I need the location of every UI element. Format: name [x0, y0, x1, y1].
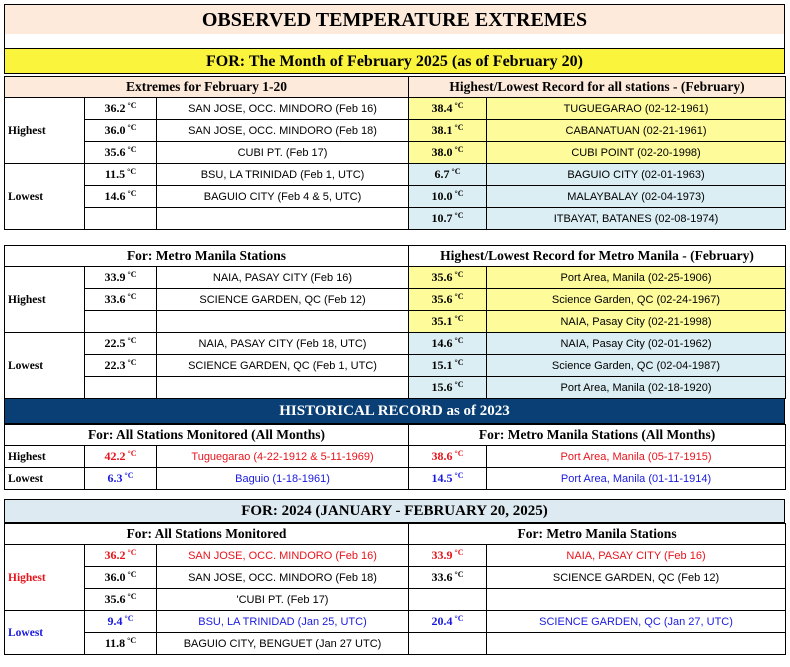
observed-value: 33.9 $^{^\circ C}$	[85, 267, 157, 289]
for-month-text: FOR: The Month of February 2025 (as of February 20)	[206, 53, 583, 70]
observed-value: 9.4 $^{^\circ C}$	[85, 611, 157, 633]
record-station: CUBI POINT (02-20-1998)	[487, 142, 786, 164]
observed-station	[157, 311, 409, 333]
observed-value: 36.0 $^{^\circ C}$	[85, 567, 157, 589]
table-row	[5, 633, 786, 655]
table-row	[5, 186, 786, 208]
observed-value: 33.6 $^{^\circ C}$	[85, 289, 157, 311]
left-section-header: For: All Stations Monitored (All Months)	[5, 425, 409, 446]
record-station: CABANATUAN (02-21-1961)	[487, 120, 786, 142]
observed-station: 'CUBI PT. (Feb 17)	[157, 589, 409, 611]
record-value: 10.0 $^{^\circ C}$	[409, 186, 487, 208]
observed-station	[157, 208, 409, 230]
observed-station: SAN JOSE, OCC. MINDORO (Feb 18)	[157, 120, 409, 142]
observed-value: 35.6 $^{^\circ C}$	[85, 589, 157, 611]
record-station: BAGUIO CITY (02-01-1963)	[487, 164, 786, 186]
record-value: 38.0 $^{^\circ C}$	[409, 142, 487, 164]
record-station: NAIA, Pasay City (02-21-1998)	[487, 311, 786, 333]
metro-record-station: Port Area, Manila (05-17-1915)	[487, 446, 786, 468]
table-row	[5, 142, 786, 164]
table-row	[5, 545, 786, 567]
metro-record-value: 14.5 $^{^\circ C}$	[409, 468, 487, 490]
left-section-header: For: Metro Manila Stations	[5, 246, 409, 267]
lowest-label: Lowest	[5, 164, 85, 230]
right-section-header: For: Metro Manila Stations	[409, 524, 786, 545]
record-value	[409, 589, 487, 611]
highest-label: Highest	[5, 267, 85, 333]
highest-label: Highest	[5, 545, 85, 611]
observed-station: BAGUIO CITY (Feb 4 & 5, UTC)	[157, 186, 409, 208]
record-station: Port Area, Manila (02-18-1920)	[487, 377, 786, 399]
table-row	[5, 333, 786, 355]
observed-station	[157, 377, 409, 399]
observed-station: NAIA, PASAY CITY (Feb 18, UTC)	[157, 333, 409, 355]
observed-station: BSU, LA TRINIDAD (Jan 25, UTC)	[157, 611, 409, 633]
observed-value	[85, 377, 157, 399]
record-value: 14.6 $^{^\circ C}$	[409, 333, 487, 355]
metro-record-station: Port Area, Manila (01-11-1914)	[487, 468, 786, 490]
record-station: TUGUEGARAO (02-12-1961)	[487, 98, 786, 120]
february-extremes-table	[4, 76, 786, 230]
record-station	[487, 633, 786, 655]
record-station: SCIENCE GARDEN, QC (Feb 12)	[487, 567, 786, 589]
record-value: 38.1 $^{^\circ C}$	[409, 120, 487, 142]
page-title: OBSERVED TEMPERATURE EXTREMES	[201, 9, 588, 31]
for-month-banner	[4, 48, 785, 74]
observed-station: SAN JOSE, OCC. MINDORO (Feb 16)	[157, 98, 409, 120]
record-station: NAIA, Pasay City (02-01-1962)	[487, 333, 786, 355]
right-section-header: Highest/Lowest Record for all stations - (February)	[409, 77, 786, 98]
highest-label: Highest	[5, 446, 85, 468]
metro-record-value: 38.6 $^{^\circ C}$	[409, 446, 487, 468]
observed-value: 22.3 $^{^\circ C}$	[85, 355, 157, 377]
observed-value	[85, 208, 157, 230]
metro-manila-table	[4, 245, 786, 399]
record-value: 20.4 $^{^\circ C}$	[409, 611, 487, 633]
table-row	[5, 208, 786, 230]
record-value: 35.6 $^{^\circ C}$	[409, 267, 487, 289]
table-row	[5, 377, 786, 399]
observed-value: 11.8 $^{^\circ C}$	[85, 633, 157, 655]
record-value: 6.7 $^{^\circ C}$	[409, 164, 487, 186]
lowest-label: Lowest	[5, 333, 85, 399]
left-section-header: For: All Stations Monitored	[5, 524, 409, 545]
observed-station: NAIA, PASAY CITY (Feb 16)	[157, 267, 409, 289]
year-2024-table	[4, 523, 786, 655]
record-value: 6.3 $^{^\circ C}$	[85, 468, 157, 490]
record-station: Tuguegarao (4-22-1912 & 5-11-1969)	[157, 446, 409, 468]
table-row	[5, 289, 786, 311]
right-section-header: For: Metro Manila Stations (All Months)	[409, 425, 786, 446]
table-row	[5, 164, 786, 186]
observed-station: SAN JOSE, OCC. MINDORO (Feb 18)	[157, 567, 409, 589]
table-row	[5, 446, 786, 468]
year-2024-banner	[4, 499, 785, 523]
title-spacer	[4, 34, 785, 48]
lowest-label: Lowest	[5, 611, 85, 655]
table-row	[5, 567, 786, 589]
record-station: Science Garden, QC (02-24-1967)	[487, 289, 786, 311]
table-row	[5, 98, 786, 120]
record-value: 15.1 $^{^\circ C}$	[409, 355, 487, 377]
record-value: 35.6 $^{^\circ C}$	[409, 289, 487, 311]
observed-value: 35.6 $^{^\circ C}$	[85, 142, 157, 164]
year-2024-title: FOR: 2024 (JANUARY - FEBRUARY 20, 2025)	[241, 503, 548, 519]
record-station: NAIA, PASAY CITY (Feb 16)	[487, 545, 786, 567]
observed-value: 11.5 $^{^\circ C}$	[85, 164, 157, 186]
table-row	[5, 468, 786, 490]
record-value: 35.1 $^{^\circ C}$	[409, 311, 487, 333]
table-row	[5, 355, 786, 377]
observed-station: BSU, LA TRINIDAD (Feb 1, UTC)	[157, 164, 409, 186]
lowest-label: Lowest	[5, 468, 85, 490]
right-section-header: Highest/Lowest Record for Metro Manila - (February)	[409, 246, 786, 267]
observed-value	[85, 311, 157, 333]
observed-value: 14.6 $^{^\circ C}$	[85, 186, 157, 208]
record-value: 10.7 $^{^\circ C}$	[409, 208, 487, 230]
historical-table	[4, 424, 786, 490]
observed-station: SCIENCE GARDEN, QC (Feb 12)	[157, 289, 409, 311]
record-station: SCIENCE GARDEN, QC (Jan 27, UTC)	[487, 611, 786, 633]
record-value: 42.2 $^{^\circ C}$	[85, 446, 157, 468]
record-value: 33.9 $^{^\circ C}$	[409, 545, 487, 567]
observed-station: SAN JOSE, OCC. MINDORO (Feb 16)	[157, 545, 409, 567]
record-station: Port Area, Manila (02-25-1906)	[487, 267, 786, 289]
page-title-box	[4, 4, 785, 34]
observed-value: 36.2 $^{^\circ C}$	[85, 98, 157, 120]
highest-label: Highest	[5, 98, 85, 164]
record-value: 33.6 $^{^\circ C}$	[409, 567, 487, 589]
table-row	[5, 267, 786, 289]
observed-value: 36.2 $^{^\circ C}$	[85, 545, 157, 567]
observed-value: 36.0 $^{^\circ C}$	[85, 120, 157, 142]
record-station: Science Garden, QC (02-04-1987)	[487, 355, 786, 377]
record-station: Baguio (1-18-1961)	[157, 468, 409, 490]
record-station: MALAYBALAY (02-04-1973)	[487, 186, 786, 208]
table-row	[5, 311, 786, 333]
observed-station: CUBI PT. (Feb 17)	[157, 142, 409, 164]
table-row	[5, 120, 786, 142]
observed-station: SCIENCE GARDEN, QC (Feb 1, UTC)	[157, 355, 409, 377]
record-station	[487, 589, 786, 611]
record-value: 15.6 $^{^\circ C}$	[409, 377, 487, 399]
table-row	[5, 611, 786, 633]
historical-title: HISTORICAL RECORD as of 2023	[279, 403, 510, 419]
observed-station: BAGUIO CITY, BENGUET (Jan 27 UTC)	[157, 633, 409, 655]
historical-banner	[4, 398, 785, 424]
record-value: 38.4 $^{^\circ C}$	[409, 98, 487, 120]
record-value	[409, 633, 487, 655]
left-section-header: Extremes for February 1-20	[5, 77, 409, 98]
table-row	[5, 589, 786, 611]
record-station: ITBAYAT, BATANES (02-08-1974)	[487, 208, 786, 230]
observed-value: 22.5 $^{^\circ C}$	[85, 333, 157, 355]
